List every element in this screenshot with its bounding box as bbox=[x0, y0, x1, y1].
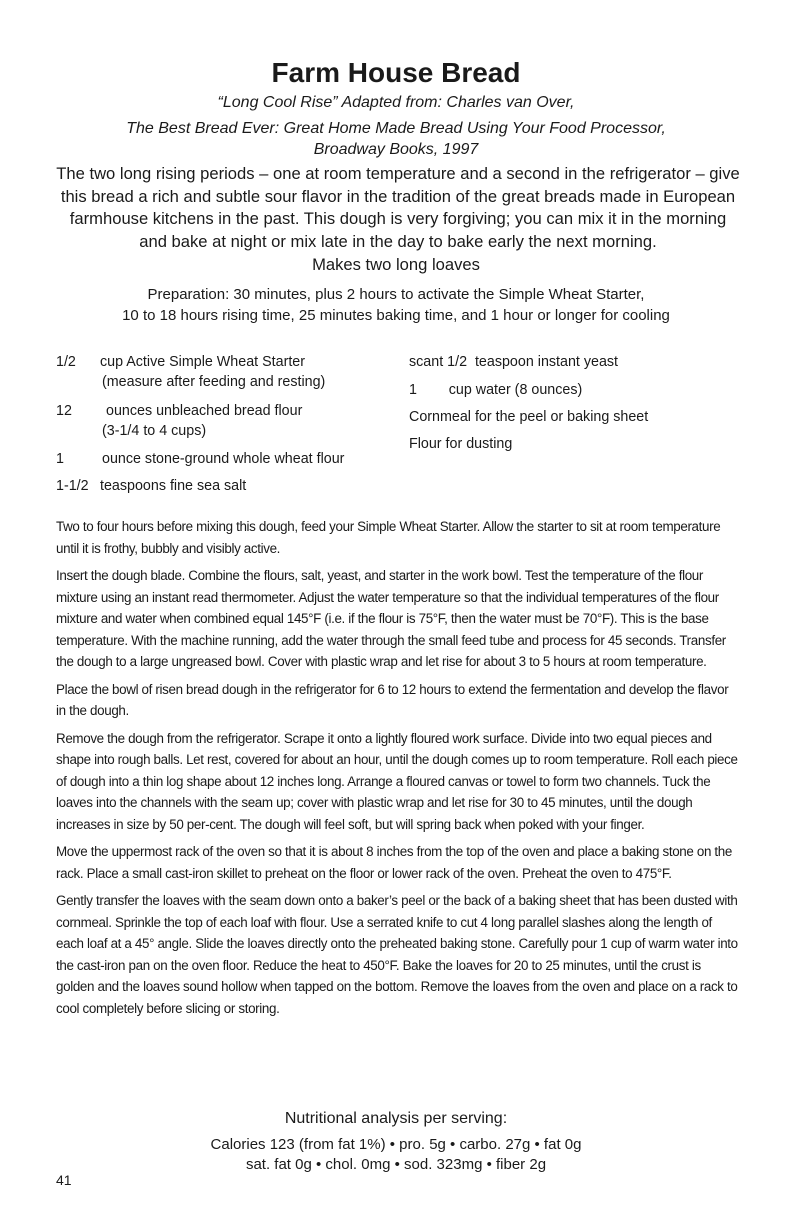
source-line-2: The Best Bread Ever: Great Home Made Bread Using Your Food Processor, bbox=[126, 120, 666, 137]
ingredient-qty: 12 bbox=[56, 403, 72, 419]
ingredient-text: ounces unbleached bread flour bbox=[106, 403, 303, 419]
yield-line: Makes two long loaves bbox=[312, 255, 480, 274]
ingredient-line: Flour for dusting bbox=[409, 436, 513, 452]
ingredient-line: 1 cup water (8 ounces) bbox=[409, 382, 583, 398]
nutrition-heading: Nutritional analysis per serving: bbox=[284, 1110, 508, 1127]
prep-time bbox=[0, 284, 792, 326]
nutrition-line-1: Calories 123 (from fat 1%) • pro. 5g • carbo. 27g • fat 0g bbox=[210, 1136, 582, 1153]
method-step: Insert the dough blade. Combine the flours, salt, yeast, and starter in the work bowl. Test the temperature of the flour mixture using an instant read thermometer. Adjust the water temperature so that the individual temperatures of the flour mixture and water when combined equal 145°F (i.e. if the flour is 75°F, then the water must be 70°F). This is the base temperature. With the machine running, add the water through the small feed tube and process for 45 seconds. Transfer the dough to a large ungreased bowl. Cover with plastic wrap and let rise for about 3 to 5 hours at room temperature. bbox=[56, 568, 726, 669]
method-step: Two to four hours before mixing this dough, feed your Simple Wheat Starter. Allow the starter to sit at room temperature until it is frothy, bubbly and visibly active. bbox=[56, 519, 721, 556]
ingredient-qty: 1/2 bbox=[56, 354, 76, 370]
method-step: Remove the dough from the refrigerator. Scrape it onto a lightly floured work surface. Divide into two equal pieces and shape into rough balls. Let rest, covered for about an hour, until the dough comes up to room temperature. Roll each piece of dough into a thin log shape about 12 inches long. Arrange a floured canvas or towel to form two channels. Tuck the loaves into the channels with the seam up; cover with plastic wrap and let rise for 30 to 45 minutes, until the dough increases in size by 50 per-cent. The dough will feel soft, but will spring back when poked with your finger. bbox=[56, 730, 738, 832]
source-line-1: “Long Cool Rise” Adapted from: Charles van Over, bbox=[217, 94, 575, 111]
method-step: Place the bowl of risen bread dough in the refrigerator for 6 to 12 hours to extend the fermentation and develop the flavor in the dough. bbox=[56, 681, 729, 718]
recipe-title: Farm House Bread bbox=[271, 57, 521, 88]
source-line-3: Broadway Books, 1997 bbox=[313, 141, 479, 158]
prep-line-1: Preparation: 30 minutes, plus 2 hours to activate the Simple Wheat Starter, bbox=[147, 286, 645, 303]
ingredient-text: ounce stone-ground whole wheat flour bbox=[102, 451, 345, 467]
ingredient-line: scant 1/2 teaspoon instant yeast bbox=[409, 354, 619, 370]
ingredients-right bbox=[409, 352, 739, 472]
ingredient-qty: 1-1/2 bbox=[56, 478, 89, 494]
nutrition-line-2: sat. fat 0g • chol. 0mg • sod. 323mg • fiber 2g bbox=[245, 1156, 547, 1173]
ingredients-left bbox=[56, 352, 386, 502]
prep-line-2: 10 to 18 hours rising time, 25 minutes baking time, and 1 hour or longer for cooling bbox=[122, 307, 670, 324]
ingredient-qty: 1 bbox=[56, 451, 64, 467]
ingredient-text: teaspoons fine sea salt bbox=[100, 478, 247, 494]
method-steps bbox=[56, 516, 741, 1025]
page-number: 41 bbox=[56, 1172, 72, 1188]
intro-paragraph: The two long rising periods – one at room temperature and a second in the refrigerator – give this bread a rich and subtle sour flavor in the tradition of the great breads made in European farmhouse kitchens in the past. This dough is very forgiving; you can mix it in the morning and bake at night or mix late in the day to bake early the next morning. bbox=[56, 164, 740, 251]
nutrition-facts bbox=[0, 1135, 792, 1175]
ingredient-text: cup Active Simple Wheat Starter bbox=[100, 354, 306, 370]
ingredient-note: (measure after feeding and resting) bbox=[102, 374, 326, 390]
method-step: Move the uppermost rack of the oven so that it is about 8 inches from the top of the oven and place a baking stone on the rack. Place a small cast-iron skillet to preheat on the floor or lower rack of the oven. Preheat the oven to 475°F. bbox=[56, 844, 732, 881]
ingredient-line: Cornmeal for the peel or baking sheet bbox=[409, 409, 649, 425]
method-step: Gently transfer the loaves with the seam down onto a baker’s peel or the back of a baking sheet that has been dusted with cornmeal. Sprinkle the top of each loaf with flour. Use a serrated knife to cut 4 long parallel slashes along the length of each loaf at a 45° angle. Slide the loaves directly onto the preheated baking stone. Carefully pour 1 cup of warm water into the cast-iron pan on the oven floor. Reduce the heat to 450°F. Bake the loaves for 20 to 25 minutes, until the crust is golden and the loaves sound hollow when tapped on the bottom. Remove the loaves from the oven and place on a rack to cool completely before slicing or storing. bbox=[56, 893, 738, 1016]
ingredient-note: (3-1/4 to 4 cups) bbox=[102, 423, 207, 439]
